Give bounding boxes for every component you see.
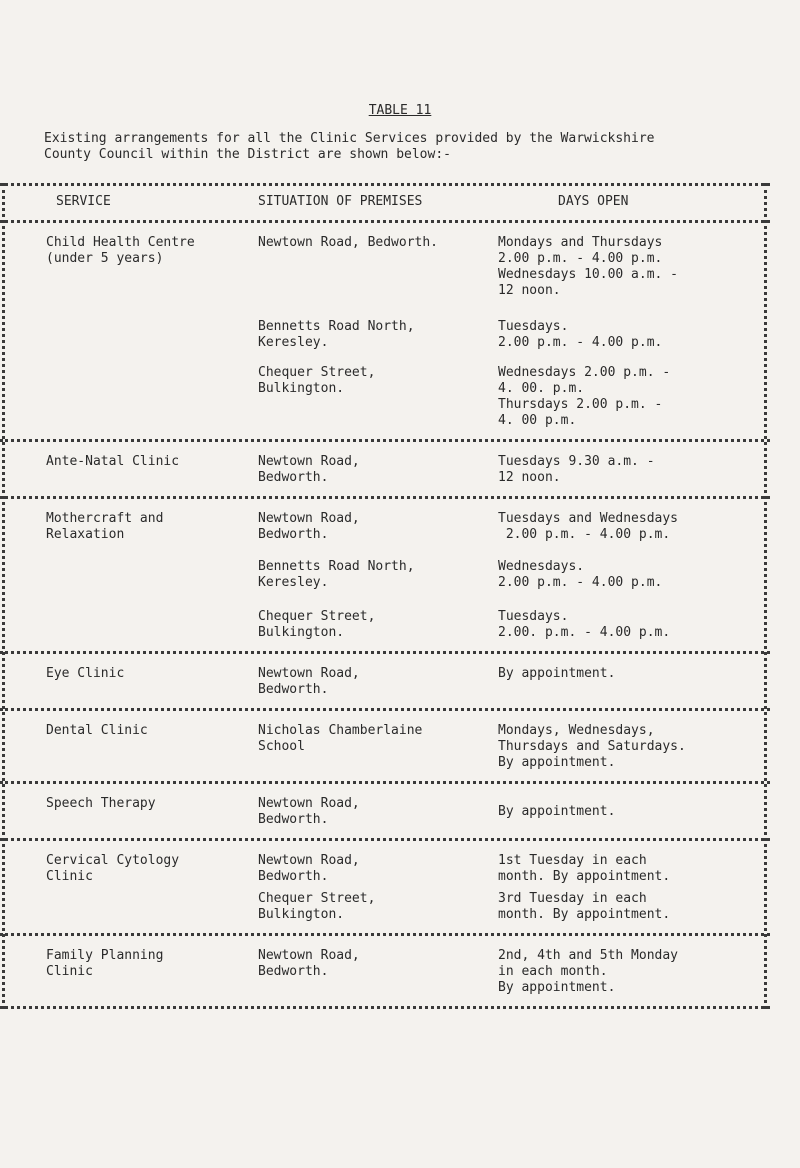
intro-line: Existing arrangements for all the Clinic Services provided by the Warwickshire — [44, 131, 655, 146]
service-line: Clinic — [46, 869, 93, 884]
service-name — [46, 511, 163, 543]
premises — [258, 454, 360, 486]
days-line: 4. 00. p.m. — [498, 381, 585, 396]
service-line: Eye Clinic — [46, 666, 125, 681]
table-row — [0, 784, 800, 838]
service-name — [46, 235, 195, 267]
premises-line: Bulkington. — [258, 625, 345, 640]
service-line: (under 5 years) — [46, 251, 164, 266]
premises-line: Bedworth. — [258, 682, 329, 697]
days-open — [498, 454, 655, 486]
days-line: 2.00 p.m. - 4.00 p.m. — [498, 575, 663, 590]
premises — [258, 796, 360, 828]
service-name — [46, 948, 163, 980]
premises — [258, 891, 375, 923]
intro-text — [44, 131, 764, 163]
days-line: in each month. — [498, 964, 608, 979]
premises-line: Nicholas Chamberlaine — [258, 723, 423, 738]
service-name — [46, 796, 156, 812]
days-line: By appointment. — [498, 980, 616, 995]
table-row — [0, 442, 800, 496]
days-open — [498, 853, 670, 885]
service-line: Speech Therapy — [46, 796, 156, 811]
days-line: Wednesdays. — [498, 559, 585, 574]
table-row — [0, 654, 800, 708]
premises-line: Bedworth. — [258, 527, 329, 542]
premises-line: Bedworth. — [258, 470, 329, 485]
premises-line: Newtown Road, — [258, 511, 360, 526]
premises-line: Newtown Road, — [258, 853, 360, 868]
days-line: Tuesdays. — [498, 609, 569, 624]
table-row — [0, 711, 800, 781]
premises-line: Chequer Street, — [258, 609, 376, 624]
days-open — [498, 609, 670, 641]
days-line: Wednesdays 10.00 a.m. - — [498, 267, 679, 282]
premises-line: Bedworth. — [258, 812, 329, 827]
premises — [258, 609, 375, 641]
premises-line: Bennetts Road North, — [258, 319, 415, 334]
premises-line: Chequer Street, — [258, 891, 376, 906]
service-line: Ante-Natal Clinic — [46, 454, 180, 469]
table-row — [0, 499, 800, 651]
premises — [258, 319, 415, 351]
days-open — [498, 319, 662, 351]
premises — [258, 559, 415, 591]
days-open — [498, 559, 662, 591]
premises — [258, 511, 360, 543]
premises-line: Keresley. — [258, 335, 329, 350]
days-line: 1st Tuesday in each — [498, 853, 647, 868]
premises — [258, 948, 360, 980]
header-situation: SITUATION OF PREMISES — [258, 194, 423, 209]
days-open — [498, 948, 678, 996]
days-line: 4. 00 p.m. — [498, 413, 577, 428]
premises-line: Keresley. — [258, 575, 329, 590]
days-line: Tuesdays. — [498, 319, 569, 334]
days-open — [498, 891, 670, 923]
days-line: Wednesdays 2.00 p.m. - — [498, 365, 671, 380]
days-line: 2.00 p.m. - 4.00 p.m. — [498, 335, 663, 350]
premises-line: Bennetts Road North, — [258, 559, 415, 574]
service-line: Child Health Centre — [46, 235, 195, 250]
clinic-services-table — [0, 183, 800, 1009]
days-line: Tuesdays 9.30 a.m. - — [498, 454, 655, 469]
service-name — [46, 666, 124, 682]
premises-line: Newtown Road, — [258, 454, 360, 469]
days-open — [498, 365, 670, 429]
days-open — [498, 666, 615, 682]
table-row — [0, 841, 800, 933]
table-row — [0, 223, 800, 439]
days-open — [498, 511, 678, 543]
header-service: SERVICE — [56, 194, 111, 209]
days-line: 2.00 p.m. - 4.00 p.m. — [498, 527, 671, 542]
table-right-border — [764, 183, 767, 1009]
premises — [258, 235, 438, 251]
service-name — [46, 723, 148, 739]
days-line: Mondays, Wednesdays, — [498, 723, 655, 738]
intro-line: County Council within the District are shown below:- — [44, 147, 451, 162]
table-header-row — [0, 186, 800, 220]
days-line: 2nd, 4th and 5th Monday — [498, 948, 679, 963]
days-open — [498, 723, 686, 771]
row-divider — [0, 1006, 770, 1009]
days-line: 2.00 p.m. - 4.00 p.m. — [498, 251, 663, 266]
days-open — [498, 235, 678, 299]
premises-line: Newtown Road, Bedworth. — [258, 235, 439, 250]
premises-line: Newtown Road, — [258, 796, 360, 811]
premises-line: Bulkington. — [258, 381, 345, 396]
table-body — [0, 223, 800, 1009]
days-line — [498, 796, 615, 804]
days-line: 3rd Tuesday in each — [498, 891, 647, 906]
premises — [258, 365, 375, 397]
header-days: DAYS OPEN — [558, 194, 629, 209]
days-line: Thursdays 2.00 p.m. - — [498, 397, 663, 412]
premises — [258, 723, 422, 755]
service-name — [46, 454, 179, 470]
service-line: Dental Clinic — [46, 723, 148, 738]
premises-line: Bulkington. — [258, 907, 345, 922]
premises-line: Newtown Road, — [258, 666, 360, 681]
days-line: 2.00. p.m. - 4.00 p.m. — [498, 625, 671, 640]
table-title: TABLE 11 — [368, 103, 432, 118]
table-left-border — [2, 183, 5, 1009]
days-line: 12 noon. — [498, 283, 561, 298]
days-line: By appointment. — [498, 755, 616, 770]
days-open — [498, 796, 615, 820]
days-line: By appointment. — [498, 666, 616, 681]
days-line: month. By appointment. — [498, 869, 671, 884]
days-line: By appointment. — [498, 804, 616, 819]
service-line: Mothercraft and — [46, 511, 164, 526]
premises-line: School — [258, 739, 305, 754]
days-line: month. By appointment. — [498, 907, 671, 922]
premises-line: Bedworth. — [258, 869, 329, 884]
days-line: 12 noon. — [498, 470, 561, 485]
premises — [258, 666, 360, 698]
days-line: Tuesdays and Wednesdays — [498, 511, 679, 526]
service-line: Cervical Cytology — [46, 853, 180, 868]
service-name — [46, 853, 179, 885]
service-line: Relaxation — [46, 527, 125, 542]
service-line: Clinic — [46, 964, 93, 979]
service-line: Family Planning — [46, 948, 164, 963]
premises-line: Chequer Street, — [258, 365, 376, 380]
premises — [258, 853, 360, 885]
premises-line: Newtown Road, — [258, 948, 360, 963]
premises-line: Bedworth. — [258, 964, 329, 979]
days-line: Thursdays and Saturdays. — [498, 739, 686, 754]
table-row — [0, 936, 800, 1006]
days-line: Mondays and Thursdays — [498, 235, 663, 250]
